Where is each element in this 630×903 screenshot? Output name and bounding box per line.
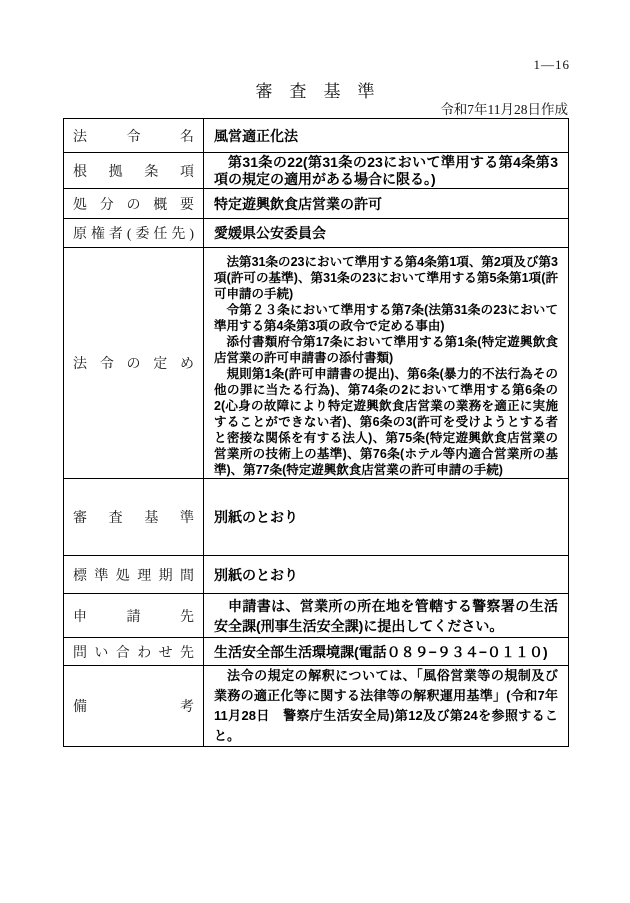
row-remarks <box>64 666 569 747</box>
row-original-authority <box>64 219 569 248</box>
row-law-name <box>64 119 569 153</box>
row-application-destination <box>64 594 569 638</box>
application-destination-text: 申請書は、営業所の所在地を管轄する警察署の生活安全課(刑事生活安全課)に提出してください。 <box>214 597 558 634</box>
value-legal-provisions <box>204 248 569 479</box>
legal-provisions-paragraph-4: 規則第1条(許可申請書の提出)、第6条(暴力的不法行為その他の罪に当たる行為)、第74条の2において準用する第6条の2(心身の故障により特定遊興飲食店営業の業務を適正に実施することができない者)、第6条の3(許可を受けようとする者と密接な関係を有する法人)、第75条(特定遊興飲食店営業の営業所の技術上の基準)、第76条(ホテル等内適合営業所の基準)、第77条(特定遊興飲食店営業の許可申請の手続) <box>214 367 558 477</box>
label-law-name: 法令名 <box>64 119 204 153</box>
remarks-text: 法令の規定の解釈については、「風俗営業等の規制及び業務の適正化等に関する法律等の解釈運用基準」(令和7年11月28日 警察庁生活安全局)第12及び第24を参照すること。 <box>214 668 558 743</box>
legal-basis-text: 第31条の22(第31条の23において準用する第4条第3項の規定の適用がある場合に限る。) <box>214 153 558 187</box>
legal-provisions-paragraph-1: 法第31条の23において準用する第4条第1項、第2項及び第3項(許可の基準)、第31条の23において準用する第5条第1項(許可申請の手続) <box>214 255 558 301</box>
creation-date: 令和7年11月28日作成 <box>440 102 568 117</box>
row-legal-provisions <box>64 248 569 479</box>
label-contact: 問い合わせ先 <box>64 638 204 666</box>
value-disposition-summary: 特定遊興飲食店営業の許可 <box>204 189 569 219</box>
label-legal-basis: 根拠条項 <box>64 153 204 189</box>
value-standard-processing-period: 別紙のとおり <box>204 556 569 594</box>
value-legal-basis <box>204 153 569 189</box>
value-law-name: 風営適正化法 <box>204 119 569 153</box>
legal-provisions-paragraph-3: 添付書類府令第17条において準用する第1条(特定遊興飲食店営業の許可申請書の添付書類) <box>214 335 558 365</box>
label-standard-processing-period: 標準処理期間 <box>64 556 204 594</box>
document-title: 審 査 基 準 <box>255 82 375 101</box>
value-original-authority: 愛媛県公安委員会 <box>204 219 569 248</box>
label-legal-provisions: 法令の定め <box>64 248 204 479</box>
legal-provisions-paragraph-2: 令第２３条において準用する第7条(法第31条の23において準用する第4条第3項の政令で定める事由) <box>214 303 558 333</box>
label-application-destination: 申請先 <box>64 594 204 638</box>
label-examination-criteria: 審査基準 <box>64 479 204 556</box>
row-standard-processing-period <box>64 556 569 594</box>
label-disposition-summary: 処分の概要 <box>64 189 204 219</box>
value-application-destination <box>204 594 569 638</box>
label-original-authority: 原権者(委任先) <box>64 219 204 248</box>
row-legal-basis <box>64 153 569 189</box>
value-remarks <box>204 666 569 747</box>
row-disposition-summary <box>64 189 569 219</box>
row-contact <box>64 638 569 666</box>
page-number: 1—16 <box>533 57 570 72</box>
row-examination-criteria <box>64 479 569 556</box>
criteria-table <box>63 118 569 747</box>
label-remarks: 備考 <box>64 666 204 747</box>
value-examination-criteria: 別紙のとおり <box>204 479 569 556</box>
value-contact: 生活安全部生活環境課(電話０８９−９３４−０１１０) <box>204 638 569 666</box>
